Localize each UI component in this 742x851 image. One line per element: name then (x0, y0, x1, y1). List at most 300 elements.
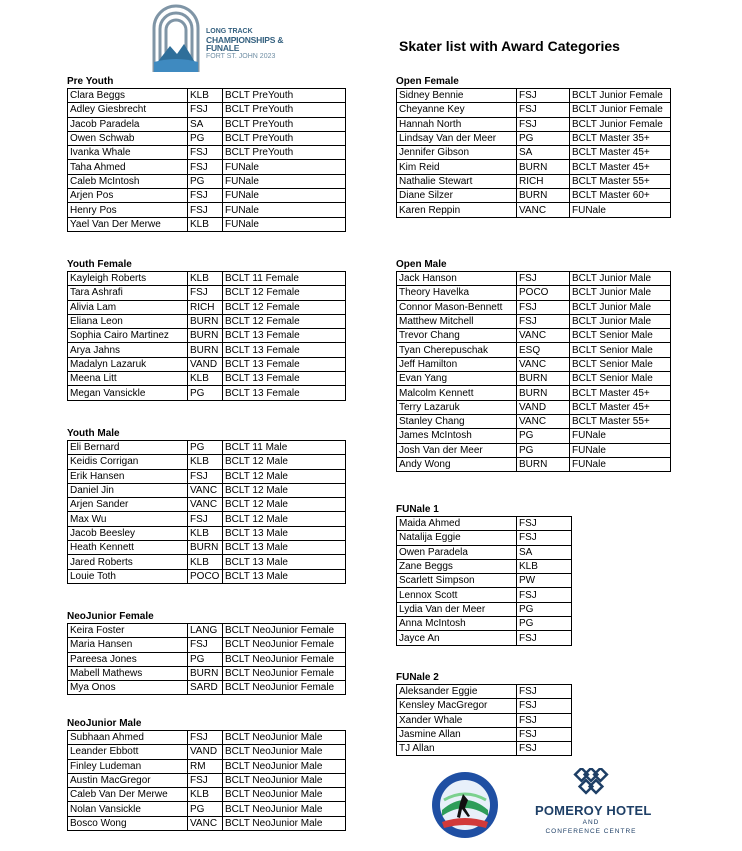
table-row (68, 802, 346, 816)
club-cell: KLB (188, 89, 223, 103)
award-category-cell: BCLT Junior Male (570, 314, 671, 328)
award-category-cell: BCLT NeoJunior Female (223, 638, 346, 652)
table-row (68, 469, 346, 483)
skater-name-cell: Finley Ludeman (68, 759, 188, 773)
club-cell: VANC (517, 357, 570, 371)
table-row (68, 329, 346, 343)
club-cell: POCO (517, 286, 570, 300)
club-cell: RICH (188, 300, 223, 314)
skater-table (396, 684, 572, 756)
skater-name-cell: Jeff Hamilton (397, 357, 517, 371)
club-cell: PG (517, 131, 570, 145)
skater-name-cell: Jack Hanson (397, 272, 517, 286)
award-category-cell: BCLT Senior Male (570, 343, 671, 357)
club-cell: FSJ (188, 773, 223, 787)
skater-name-cell: Arya Jahns (68, 343, 188, 357)
club-cell: FSJ (188, 638, 223, 652)
skater-name-cell: Kensley MacGregor (397, 699, 517, 713)
skater-name-cell: Sophia Cairo Martinez (68, 329, 188, 343)
section-neojunior-male (67, 717, 346, 831)
award-category-cell: BCLT 12 Female (223, 286, 346, 300)
table-row (397, 545, 572, 559)
table-row (68, 816, 346, 830)
table-row (397, 160, 671, 174)
skater-name-cell: Jacob Beesley (68, 526, 188, 540)
skater-name-cell: Trevor Chang (397, 329, 517, 343)
award-category-cell: BCLT Master 55+ (570, 174, 671, 188)
pomeroy-name: POMEROY HOTEL (535, 803, 652, 818)
section-youth-female (67, 258, 346, 401)
section-title: FUNale 2 (396, 672, 439, 683)
logo-line-4: FORT ST. JOHN 2023 (206, 53, 276, 60)
club-cell: FSJ (188, 731, 223, 745)
club-cell: FSJ (188, 286, 223, 300)
table-row (397, 103, 671, 117)
table-row (397, 443, 671, 457)
skater-name-cell: Eli Bernard (68, 441, 188, 455)
skater-name-cell: Maida Ahmed (397, 517, 517, 531)
pomeroy-hotel-logo (535, 768, 652, 836)
club-cell: FSJ (517, 699, 572, 713)
skater-name-cell: Madalyn Lazaruk (68, 357, 188, 371)
club-cell: FSJ (517, 685, 572, 699)
skater-name-cell: Kim Reid (397, 160, 517, 174)
table-row (397, 588, 572, 602)
championship-logo (150, 2, 300, 76)
table-row (397, 117, 671, 131)
club-cell: KLB (188, 217, 223, 231)
skater-name-cell: Caleb Van Der Merwe (68, 788, 188, 802)
award-category-cell: BCLT Junior Female (570, 103, 671, 117)
table-row (68, 203, 346, 217)
section-title: NeoJunior Male (67, 718, 142, 729)
skater-table (67, 730, 346, 831)
skater-name-cell: Megan Vansickle (68, 386, 188, 400)
club-cell: PG (188, 386, 223, 400)
club-cell: PG (188, 441, 223, 455)
club-cell: RM (188, 759, 223, 773)
skater-name-cell: Nathalie Stewart (397, 174, 517, 188)
award-category-cell: BCLT NeoJunior Female (223, 666, 346, 680)
section-funale-1 (396, 503, 572, 646)
skater-name-cell: Natalija Eggie (397, 531, 517, 545)
award-category-cell: BCLT Junior Male (570, 272, 671, 286)
section-title: NeoJunior Female (67, 611, 154, 622)
award-category-cell: BCLT 13 Male (223, 541, 346, 555)
club-cell: FSJ (517, 103, 570, 117)
skater-name-cell: TJ Allan (397, 742, 517, 756)
logo-line-2: CHAMPIONSHIPS & (206, 35, 284, 45)
table-row (68, 189, 346, 203)
club-cell: BURN (517, 189, 570, 203)
award-category-cell: BCLT Junior Female (570, 89, 671, 103)
club-cell: BURN (188, 343, 223, 357)
club-cell: FSJ (517, 517, 572, 531)
skater-name-cell: Arjen Pos (68, 189, 188, 203)
award-category-cell: BCLT NeoJunior Male (223, 731, 346, 745)
award-category-cell: FUNale (223, 160, 346, 174)
award-category-cell: BCLT Master 45+ (570, 146, 671, 160)
section-title: Youth Male (67, 428, 120, 439)
club-cell: VANC (517, 329, 570, 343)
award-category-cell: BCLT PreYouth (223, 117, 346, 131)
award-category-cell: BCLT PreYouth (223, 89, 346, 103)
award-category-cell: BCLT Junior Male (570, 286, 671, 300)
skater-name-cell: Heath Kennett (68, 541, 188, 555)
club-cell: POCO (188, 569, 223, 583)
skater-name-cell: Keidis Corrigan (68, 455, 188, 469)
skater-name-cell: Keira Foster (68, 624, 188, 638)
skater-name-cell: Adley Giesbrecht (68, 103, 188, 117)
table-row (397, 189, 671, 203)
table-row (397, 574, 572, 588)
table-row (397, 457, 671, 471)
award-category-cell: BCLT Master 45+ (570, 160, 671, 174)
table-row (397, 685, 572, 699)
club-cell: VANC (517, 203, 570, 217)
table-row (397, 174, 671, 188)
club-cell: RICH (517, 174, 570, 188)
table-row (68, 788, 346, 802)
club-cell: FSJ (188, 146, 223, 160)
award-category-cell: BCLT 12 Male (223, 498, 346, 512)
table-row (397, 617, 572, 631)
award-category-cell: BCLT NeoJunior Female (223, 652, 346, 666)
table-row (397, 146, 671, 160)
skater-name-cell: Subhaan Ahmed (68, 731, 188, 745)
table-row (68, 89, 346, 103)
table-row (68, 117, 346, 131)
skater-name-cell: Stanley Chang (397, 414, 517, 428)
skater-name-cell: Scarlett Simpson (397, 574, 517, 588)
table-row (68, 759, 346, 773)
table-row (397, 602, 572, 616)
skater-name-cell: Sidney Bennie (397, 89, 517, 103)
award-category-cell: BCLT Junior Male (570, 300, 671, 314)
table-row (397, 429, 671, 443)
table-row (68, 386, 346, 400)
award-category-cell: BCLT NeoJunior Male (223, 745, 346, 759)
skater-name-cell: Jasmine Allan (397, 727, 517, 741)
club-cell: KLB (188, 526, 223, 540)
table-row (397, 131, 671, 145)
skater-name-cell: Louie Toth (68, 569, 188, 583)
award-category-cell: BCLT Senior Male (570, 329, 671, 343)
section-title: Pre Youth (67, 76, 114, 87)
club-cell: FSJ (188, 469, 223, 483)
award-category-cell: BCLT 13 Female (223, 343, 346, 357)
table-row (68, 498, 346, 512)
club-cell: BURN (517, 160, 570, 174)
skater-name-cell: Owen Schwab (68, 131, 188, 145)
table-row (68, 455, 346, 469)
award-category-cell: BCLT 13 Female (223, 357, 346, 371)
award-category-cell: BCLT 12 Male (223, 483, 346, 497)
club-cell: FSJ (517, 117, 570, 131)
award-category-cell: BCLT 13 Female (223, 329, 346, 343)
table-row (68, 555, 346, 569)
skater-name-cell: Malcolm Kennett (397, 386, 517, 400)
table-row (68, 569, 346, 583)
club-cell: PG (517, 602, 572, 616)
table-row (68, 343, 346, 357)
table-row (68, 541, 346, 555)
table-row (68, 131, 346, 145)
award-category-cell: BCLT NeoJunior Male (223, 759, 346, 773)
skater-name-cell: Meena Litt (68, 372, 188, 386)
skater-name-cell: Mabell Mathews (68, 666, 188, 680)
club-cell: VANC (517, 414, 570, 428)
club-cell: FSJ (188, 512, 223, 526)
table-row (397, 386, 671, 400)
award-category-cell: BCLT NeoJunior Male (223, 816, 346, 830)
club-cell: KLB (188, 272, 223, 286)
section-open-female (396, 75, 671, 218)
club-cell: LANG (188, 624, 223, 638)
award-category-cell: BCLT Master 60+ (570, 189, 671, 203)
club-cell: PW (517, 574, 572, 588)
award-category-cell: BCLT 11 Female (223, 272, 346, 286)
table-row (68, 146, 346, 160)
club-cell: BURN (517, 386, 570, 400)
table-row (68, 103, 346, 117)
table-row (397, 300, 671, 314)
table-row (397, 517, 572, 531)
skater-name-cell: Connor Mason-Bennett (397, 300, 517, 314)
table-row (397, 314, 671, 328)
club-cell: FSJ (517, 314, 570, 328)
club-cell: PG (517, 429, 570, 443)
skater-table (67, 440, 346, 584)
skater-name-cell: Josh Van der Meer (397, 443, 517, 457)
award-category-cell: FUNale (223, 217, 346, 231)
club-cell: FSJ (517, 713, 572, 727)
award-category-cell: BCLT NeoJunior Female (223, 624, 346, 638)
table-row (68, 314, 346, 328)
table-row (397, 89, 671, 103)
club-cell: FSJ (517, 631, 572, 645)
table-row (397, 329, 671, 343)
table-row (68, 272, 346, 286)
club-cell: BURN (517, 457, 570, 471)
club-cell: FSJ (517, 89, 570, 103)
skater-name-cell: Karen Reppin (397, 203, 517, 217)
skater-name-cell: Jacob Paradela (68, 117, 188, 131)
section-neojunior-female (67, 610, 346, 695)
award-category-cell: BCLT PreYouth (223, 103, 346, 117)
skater-name-cell: Leander Ebbott (68, 745, 188, 759)
table-row (68, 483, 346, 497)
club-cell: SA (188, 117, 223, 131)
skater-table (67, 88, 346, 232)
club-cell: FSJ (517, 727, 572, 741)
award-category-cell: BCLT 13 Female (223, 386, 346, 400)
table-row (68, 512, 346, 526)
club-cell: FSJ (517, 742, 572, 756)
club-cell: PG (188, 174, 223, 188)
table-row (68, 441, 346, 455)
table-row (68, 638, 346, 652)
skater-name-cell: Mya Onos (68, 681, 188, 695)
skater-table (67, 623, 346, 695)
section-open-male (396, 258, 671, 472)
speedskating-club-logo (430, 770, 500, 840)
club-cell: ESQ (517, 343, 570, 357)
skater-name-cell: James McIntosh (397, 429, 517, 443)
skater-name-cell: Clara Beggs (68, 89, 188, 103)
club-cell: FSJ (517, 300, 570, 314)
award-category-cell: BCLT Master 45+ (570, 400, 671, 414)
section-youth-male (67, 427, 346, 584)
section-title: Youth Female (67, 259, 132, 270)
skater-name-cell: Austin MacGregor (68, 773, 188, 787)
skater-name-cell: Aleksander Eggie (397, 685, 517, 699)
skater-name-cell: Tara Ashrafi (68, 286, 188, 300)
skater-name-cell: Andy Wong (397, 457, 517, 471)
club-cell: KLB (188, 372, 223, 386)
skater-name-cell: Henry Pos (68, 203, 188, 217)
award-category-cell: BCLT NeoJunior Male (223, 788, 346, 802)
section-title: FUNale 1 (396, 504, 439, 515)
award-category-cell: BCLT NeoJunior Female (223, 681, 346, 695)
skater-name-cell: Alivia Lam (68, 300, 188, 314)
table-row (397, 343, 671, 357)
club-cell: VANC (188, 816, 223, 830)
table-row (68, 286, 346, 300)
skater-table (67, 271, 346, 401)
skater-name-cell: Max Wu (68, 512, 188, 526)
table-row (397, 559, 572, 573)
club-cell: FSJ (517, 588, 572, 602)
award-category-cell: BCLT 12 Female (223, 314, 346, 328)
club-cell: BURN (188, 329, 223, 343)
skater-name-cell: Kayleigh Roberts (68, 272, 188, 286)
club-cell: SA (517, 545, 572, 559)
award-category-cell: BCLT NeoJunior Male (223, 773, 346, 787)
table-row (68, 217, 346, 231)
award-category-cell: FUNale (223, 174, 346, 188)
award-category-cell: BCLT 13 Male (223, 569, 346, 583)
skater-name-cell: Theory Havelka (397, 286, 517, 300)
skater-name-cell: Lennox Scott (397, 588, 517, 602)
award-category-cell: BCLT 13 Male (223, 555, 346, 569)
skater-name-cell: Jennifer Gibson (397, 146, 517, 160)
table-row (68, 160, 346, 174)
table-row (397, 727, 572, 741)
pomeroy-emblem-icon (571, 768, 611, 798)
table-row (68, 745, 346, 759)
award-category-cell: BCLT 12 Male (223, 469, 346, 483)
award-category-cell: BCLT PreYouth (223, 146, 346, 160)
award-category-cell: FUNale (223, 203, 346, 217)
club-cell: PG (517, 443, 570, 457)
table-row (397, 631, 572, 645)
table-row (68, 357, 346, 371)
table-row (397, 699, 572, 713)
table-row (68, 681, 346, 695)
skater-name-cell: Bosco Wong (68, 816, 188, 830)
club-cell: KLB (188, 788, 223, 802)
table-row (68, 773, 346, 787)
section-pre-youth (67, 75, 346, 232)
table-row (397, 203, 671, 217)
table-row (68, 731, 346, 745)
skater-name-cell: Owen Paradela (397, 545, 517, 559)
table-row (397, 400, 671, 414)
skater-name-cell: Terry Lazaruk (397, 400, 517, 414)
skater-name-cell: Ivanka Whale (68, 146, 188, 160)
table-row (397, 713, 572, 727)
club-cell: FSJ (188, 160, 223, 174)
skater-name-cell: Daniel Jin (68, 483, 188, 497)
skater-table (396, 88, 671, 218)
club-cell: SA (517, 146, 570, 160)
section-title: Open Female (396, 76, 459, 87)
club-cell: BURN (188, 666, 223, 680)
club-cell: PG (188, 652, 223, 666)
section-funale-2 (396, 671, 572, 756)
award-category-cell: BCLT 12 Male (223, 455, 346, 469)
skater-table (396, 271, 671, 472)
skater-name-cell: Lindsay Van der Meer (397, 131, 517, 145)
award-category-cell: FUNale (570, 457, 671, 471)
award-category-cell: BCLT 12 Female (223, 300, 346, 314)
club-cell: FSJ (188, 203, 223, 217)
club-cell: FSJ (517, 272, 570, 286)
skater-name-cell: Anna McIntosh (397, 617, 517, 631)
skater-name-cell: Lydia Van der Meer (397, 602, 517, 616)
logo-line-1: LONG TRACK (206, 28, 253, 35)
skater-name-cell: Eliana Leon (68, 314, 188, 328)
skater-name-cell: Arjen Sander (68, 498, 188, 512)
table-row (397, 414, 671, 428)
club-cell: PG (188, 131, 223, 145)
skater-name-cell: Tyan Cherepuschak (397, 343, 517, 357)
skater-name-cell: Taha Ahmed (68, 160, 188, 174)
page-title: Skater list with Award Categories (399, 38, 620, 54)
logo-line-3: FUNALE (206, 43, 240, 53)
skater-name-cell: Jayce An (397, 631, 517, 645)
skater-table (396, 516, 572, 646)
table-row (68, 526, 346, 540)
club-cell: PG (517, 617, 572, 631)
table-row (68, 372, 346, 386)
table-row (397, 742, 572, 756)
club-cell: VAND (517, 400, 570, 414)
club-cell: FSJ (517, 531, 572, 545)
table-row (397, 272, 671, 286)
skater-name-cell: Yael Van Der Merwe (68, 217, 188, 231)
skater-name-cell: Zane Beggs (397, 559, 517, 573)
club-cell: VAND (188, 357, 223, 371)
award-category-cell: BCLT Master 45+ (570, 386, 671, 400)
skater-name-cell: Jared Roberts (68, 555, 188, 569)
club-cell: KLB (517, 559, 572, 573)
award-category-cell: FUNale (570, 203, 671, 217)
award-category-cell: BCLT 12 Male (223, 512, 346, 526)
table-row (68, 666, 346, 680)
award-category-cell: BCLT Junior Female (570, 117, 671, 131)
table-row (68, 174, 346, 188)
skater-name-cell: Maria Hansen (68, 638, 188, 652)
club-cell: FSJ (188, 103, 223, 117)
award-category-cell: FUNale (570, 443, 671, 457)
award-category-cell: BCLT NeoJunior Male (223, 802, 346, 816)
club-cell: SARD (188, 681, 223, 695)
award-category-cell: BCLT PreYouth (223, 131, 346, 145)
award-category-cell: BCLT Senior Male (570, 357, 671, 371)
award-category-cell: FUNale (223, 189, 346, 203)
